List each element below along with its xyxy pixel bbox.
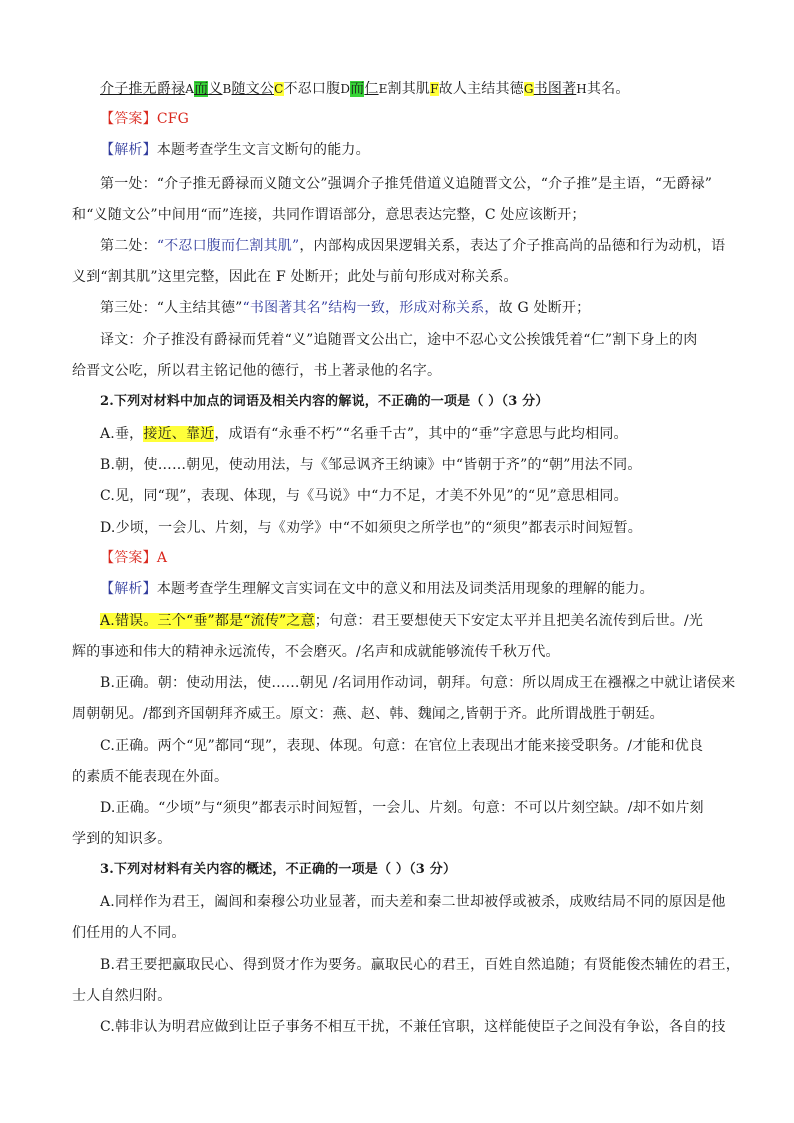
q2-a-rest: ，成语有“永垂不朽”“名垂千古”，其中的“垂”字意思与此均相同。: [214, 426, 628, 442]
q1-translation-line2: 给晋文公吃，所以君主铭记他的德行，书上著录他的名字。: [72, 363, 442, 379]
q3-title: 3.下列对材料有关内容的概述，不正确的一项是（ ）（3 分）: [100, 862, 457, 877]
marker-h: H: [576, 82, 587, 96]
analysis-label: 【解析】: [100, 581, 157, 597]
q2-analysis-a-highlight: A.错误。三个“垂”都是“流传”之意: [100, 613, 315, 629]
q2-analysis-b-line2: 周朝朝见。/都到齐国朝拜齐威王。原文：燕、赵、韩、魏闻之,皆朝于齐。此所谓战胜于朝廷。: [72, 706, 664, 722]
q1-p2-quote: “不忍口腹而仁割其肌”: [156, 238, 300, 254]
q1-analysis-intro: [100, 140, 370, 160]
marker-g: G: [523, 82, 534, 96]
marker-d: D: [340, 82, 351, 96]
q1-p3-rest: 故 G 处断开；: [498, 300, 591, 316]
q3-option-c-line1: C.韩非认为明君应做到让臣子事务不相互干扰，不兼任官职，这样能使臣子之间没有争讼，各自的技: [100, 1019, 726, 1035]
marker-a: A: [185, 82, 195, 96]
q1-seg3: 随文公: [231, 81, 275, 97]
answer-value: CFG: [156, 111, 190, 127]
q1-p3-prefix: 第三处：“人主结其德”: [100, 300, 243, 316]
q1-p2-prefix: 第二处：: [100, 238, 157, 254]
marker-f: F: [430, 82, 439, 96]
q1-p3-quote: “书图著其名”结构一致，形成对称关系，: [242, 300, 499, 316]
q1-seg7: 故人主结其德: [438, 81, 524, 97]
q2-analysis-a-line1: [100, 611, 703, 631]
q1-seg6: 割其肌: [387, 81, 431, 97]
answer-label: 【答案】: [100, 111, 157, 127]
q1-seg2: 义: [208, 81, 223, 97]
q2-analysis-a-line2: 辉的事迹和伟大的精神永远流传，不会磨灭。/名声和成就能够流传千秋万代。: [72, 644, 560, 660]
answer-label: 【答案】: [100, 550, 157, 566]
marker-b: B: [222, 82, 232, 96]
q2-option-a: [100, 424, 628, 444]
q1-p1-line1: 第一处：“介子推无爵禄而义随文公”强调介子推凭借道义追随晋文公，“介子推”是主语，“无爵禄”: [100, 176, 713, 192]
q2-title: 2.下列对材料中加点的词语及相关内容的解说，不正确的一项是（ ）（3 分）: [100, 394, 549, 409]
marker-c: C: [274, 82, 284, 96]
q2-a-prefix: A.垂，: [100, 426, 144, 442]
q1-p2-line2: 义到“割其肌”这里完整，因此在 F 处断开；此处与前句形成对称关系。: [72, 269, 518, 285]
q2-analysis-d-line2: 学到的知识多。: [72, 831, 172, 847]
q1-p2-line1: [100, 236, 725, 256]
q3-option-a-line1: A.同样作为君王，阖闾和秦穆公功业显著，而夫差和秦二世却被俘或被杀，成败结局不同的原因是他: [100, 894, 726, 910]
q2-analysis-c-line2: 的素质不能表现在外面。: [72, 769, 229, 785]
q1-underlined-phrase: 介子推无爵禄: [100, 81, 186, 97]
q1-seg5: 仁: [364, 81, 379, 97]
marker-e: E: [378, 82, 388, 96]
q1-translation-line1: 译文：介子推没有爵禄而凭着“义”追随晋文公出亡，途中不忍心文公挨饿凭着“仁”割下身上的肉: [100, 332, 698, 348]
q2-a-highlight: 接近、靠近: [143, 426, 215, 442]
answer-value: A: [156, 550, 168, 566]
q3-option-b-line1: B.君王要把赢取民心、得到贤才作为要务。赢取民心的君王，百姓自然追随；有贤能俊杰辅佐的君王，: [100, 957, 740, 973]
q1-sentence: [100, 79, 630, 99]
q1-seg8: 书图著: [533, 81, 577, 97]
q3-option-b-line2: 士人自然归附。: [72, 988, 172, 1004]
q1-p2-rest: ，内部构成因果逻辑关系，表达了介子推高尚的品德和行为动机，语: [299, 238, 726, 254]
q1-seg9: 其名。: [586, 81, 630, 97]
q3-option-a-line2: 们任用的人不同。: [72, 925, 186, 941]
q1-p1-line2: 和“义随文公”中间用“而”连接，共同作谓语部分，意思表达完整，C 处应该断开；: [72, 207, 586, 223]
q2-answer: [100, 548, 167, 568]
q1-answer: [100, 109, 189, 129]
q1-seg4: 不忍口腹: [283, 81, 341, 97]
q1-p3: [100, 298, 590, 318]
analysis-intro: 本题考查学生文言文断句的能力。: [156, 142, 370, 158]
analysis-label: 【解析】: [100, 142, 157, 158]
q2-option-c: C.见，同“现”，表现、体现，与《马说》中“力不足，才美不外见”的“见”意思相同。: [100, 488, 628, 504]
highlight-er-2: 而: [350, 81, 365, 97]
highlight-er-1: 而: [194, 81, 209, 97]
q2-analysis-a-rest: ；句意：君王要想使天下安定太平并且把美名流传到后世。/光: [314, 613, 704, 629]
analysis-intro: 本题考查学生理解文言实词在文中的意义和用法及词类活用现象的理解的能力。: [156, 581, 654, 597]
q2-option-b: B.朝，使……朝见，使动用法，与《邹忌讽齐王纳谏》中“皆朝于齐”的“朝”用法不同。: [100, 457, 642, 473]
q2-analysis-d-line1: D.正确。“少顷”与“须臾”都表示时间短暂，一会儿、片刻。句意：不可以片刻空缺。/却不如片刻: [100, 800, 704, 816]
q2-analysis-b-line1: B.正确。朝：使动用法，使……朝见 /名词用作动词，朝拜。句意：所以周成王在襁褓之中就让诸侯来: [100, 675, 736, 691]
q2-analysis-c-line1: C.正确。两个“见”都同“现”，表现、体现。句意：在官位上表现出才能来接受职务。/才能和优良: [100, 738, 704, 754]
q2-analysis-intro: [100, 579, 654, 599]
q2-option-d: D.少顷，一会儿、片刻，与《劝学》中“不如须臾之所学也”的“须臾”都表示时间短暂。: [100, 520, 643, 536]
